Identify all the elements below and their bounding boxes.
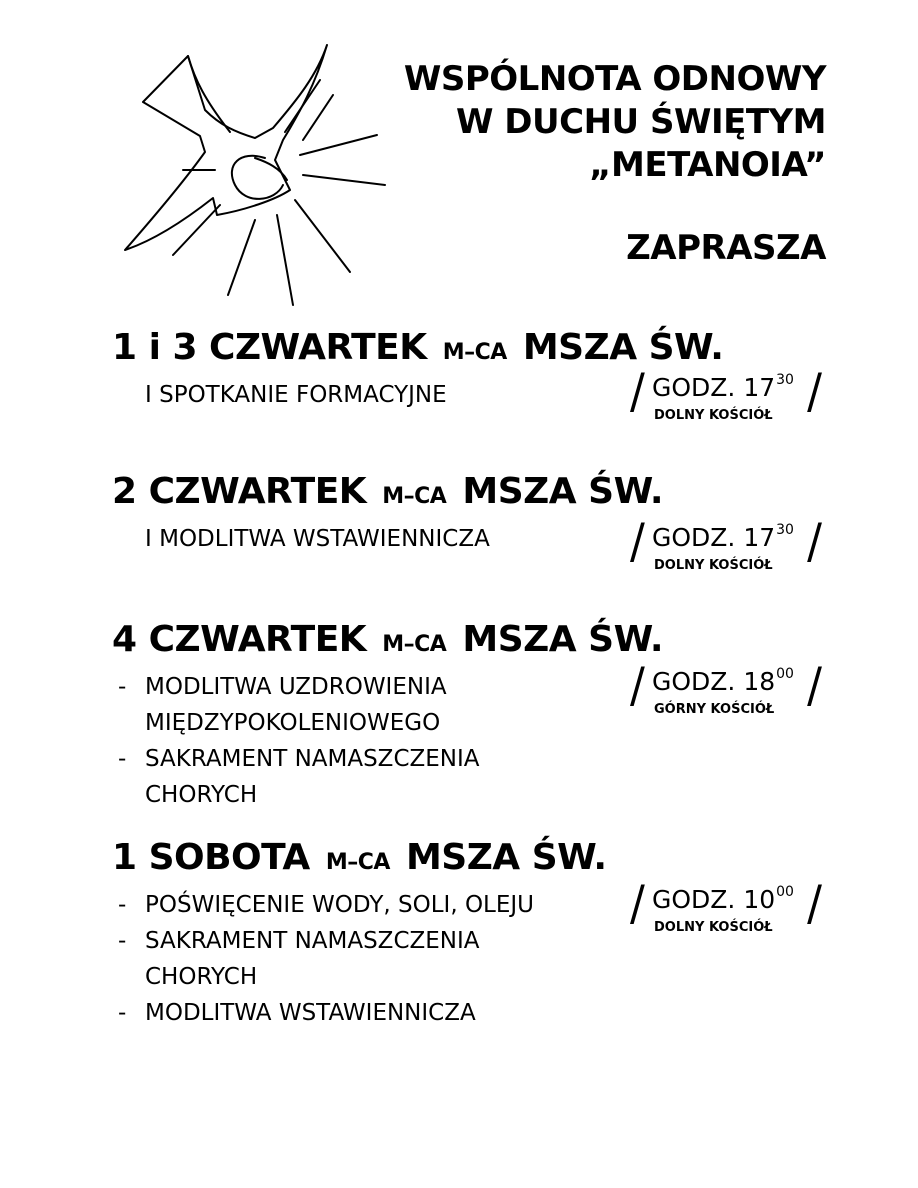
event-section-1 (112, 326, 822, 423)
event-time-box: / GODZ. $17^{30}$ DOLNY KOŚCIÓŁ / (630, 363, 822, 423)
title-line-2: W DUCHU ŚWIĘTYM (455, 102, 826, 142)
event-mass: MSZA ŚW. (462, 619, 664, 660)
list-item (112, 377, 622, 413)
list-item-text: SAKRAMENT NAMASZCZENIA (145, 928, 480, 954)
event-mca: M–CA (325, 850, 390, 875)
dove-with-rays-icon (105, 40, 405, 310)
event-mass: MSZA ŚW. (522, 327, 724, 368)
event-time: GODZ. $18^{00}$ (652, 666, 794, 696)
list-item (112, 923, 622, 959)
event-items (112, 377, 622, 413)
list-item-text: CHORYCH (145, 964, 258, 990)
list-bullet: - (118, 892, 127, 918)
event-time-box: / GODZ. $17^{30}$ DOLNY KOŚCIÓŁ / (630, 513, 822, 573)
list-bullet: - (118, 746, 127, 772)
event-section-3 (112, 618, 822, 813)
event-time: GODZ. $10^{00}$ (652, 884, 794, 914)
event-time: GODZ. $17^{30}$ (652, 372, 794, 402)
event-day: 1 SOBOTA (112, 837, 310, 878)
event-day: 2 CZWARTEK (112, 471, 367, 512)
event-section-4 (112, 836, 822, 1031)
title-line-3: „METANOIA” (589, 145, 826, 185)
list-item (112, 521, 622, 557)
list-item (112, 669, 622, 705)
event-heading (112, 618, 822, 667)
event-time-box: / GODZ. $18^{00}$ GÓRNY KOŚCIÓŁ / (630, 657, 822, 717)
event-mca: M–CA (382, 484, 447, 509)
list-item (112, 995, 622, 1031)
event-mass: MSZA ŚW. (462, 471, 664, 512)
event-time: GODZ. $17^{30}$ (652, 522, 794, 552)
event-section-2 (112, 470, 822, 573)
event-day: 4 CZWARTEK (112, 619, 367, 660)
list-item-text: MODLITWA WSTAWIENNICZA (145, 1000, 476, 1026)
list-item-text: MODLITWA UZDROWIENIA (145, 674, 447, 700)
event-time-box: / GODZ. $10^{00}$ DOLNY KOŚCIÓŁ / (630, 875, 822, 935)
event-heading (112, 470, 822, 519)
list-item-text: I SPOTKANIE FORMACYJNE (145, 382, 447, 408)
event-day: 1 i 3 CZWARTEK (112, 327, 427, 368)
event-items (112, 669, 622, 813)
list-item (112, 705, 622, 741)
list-item (112, 741, 622, 777)
list-item (112, 777, 622, 813)
invite-heading: ZAPRASZA (626, 228, 826, 268)
list-item-text: MIĘDZYPOKOLENIOWEGO (145, 710, 441, 736)
event-items (112, 521, 622, 557)
event-place: GÓRNY KOŚCIÓŁ (654, 702, 775, 717)
list-bullet: - (118, 1000, 127, 1026)
list-item (112, 887, 622, 923)
event-place: DOLNY KOŚCIÓŁ (654, 920, 773, 935)
list-item-text: CHORYCH (145, 782, 258, 808)
event-heading (112, 326, 822, 375)
event-mca: M–CA (442, 340, 507, 365)
event-place: DOLNY KOŚCIÓŁ (654, 408, 773, 423)
event-mass: MSZA ŚW. (405, 837, 607, 878)
event-place: DOLNY KOŚCIÓŁ (654, 558, 773, 573)
list-item-text: I MODLITWA WSTAWIENNICZA (145, 526, 490, 552)
event-heading (112, 836, 822, 885)
title-line-1: WSPÓLNOTA ODNOWY (403, 59, 826, 99)
list-item-text: POŚWIĘCENIE WODY, SOLI, OLEJU (145, 892, 535, 918)
list-bullet: - (118, 674, 127, 700)
list-bullet: - (118, 928, 127, 954)
event-mca: M–CA (382, 632, 447, 657)
list-item-text: SAKRAMENT NAMASZCZENIA (145, 746, 480, 772)
page-title (404, 58, 826, 187)
event-items (112, 887, 622, 1031)
list-item (112, 959, 622, 995)
